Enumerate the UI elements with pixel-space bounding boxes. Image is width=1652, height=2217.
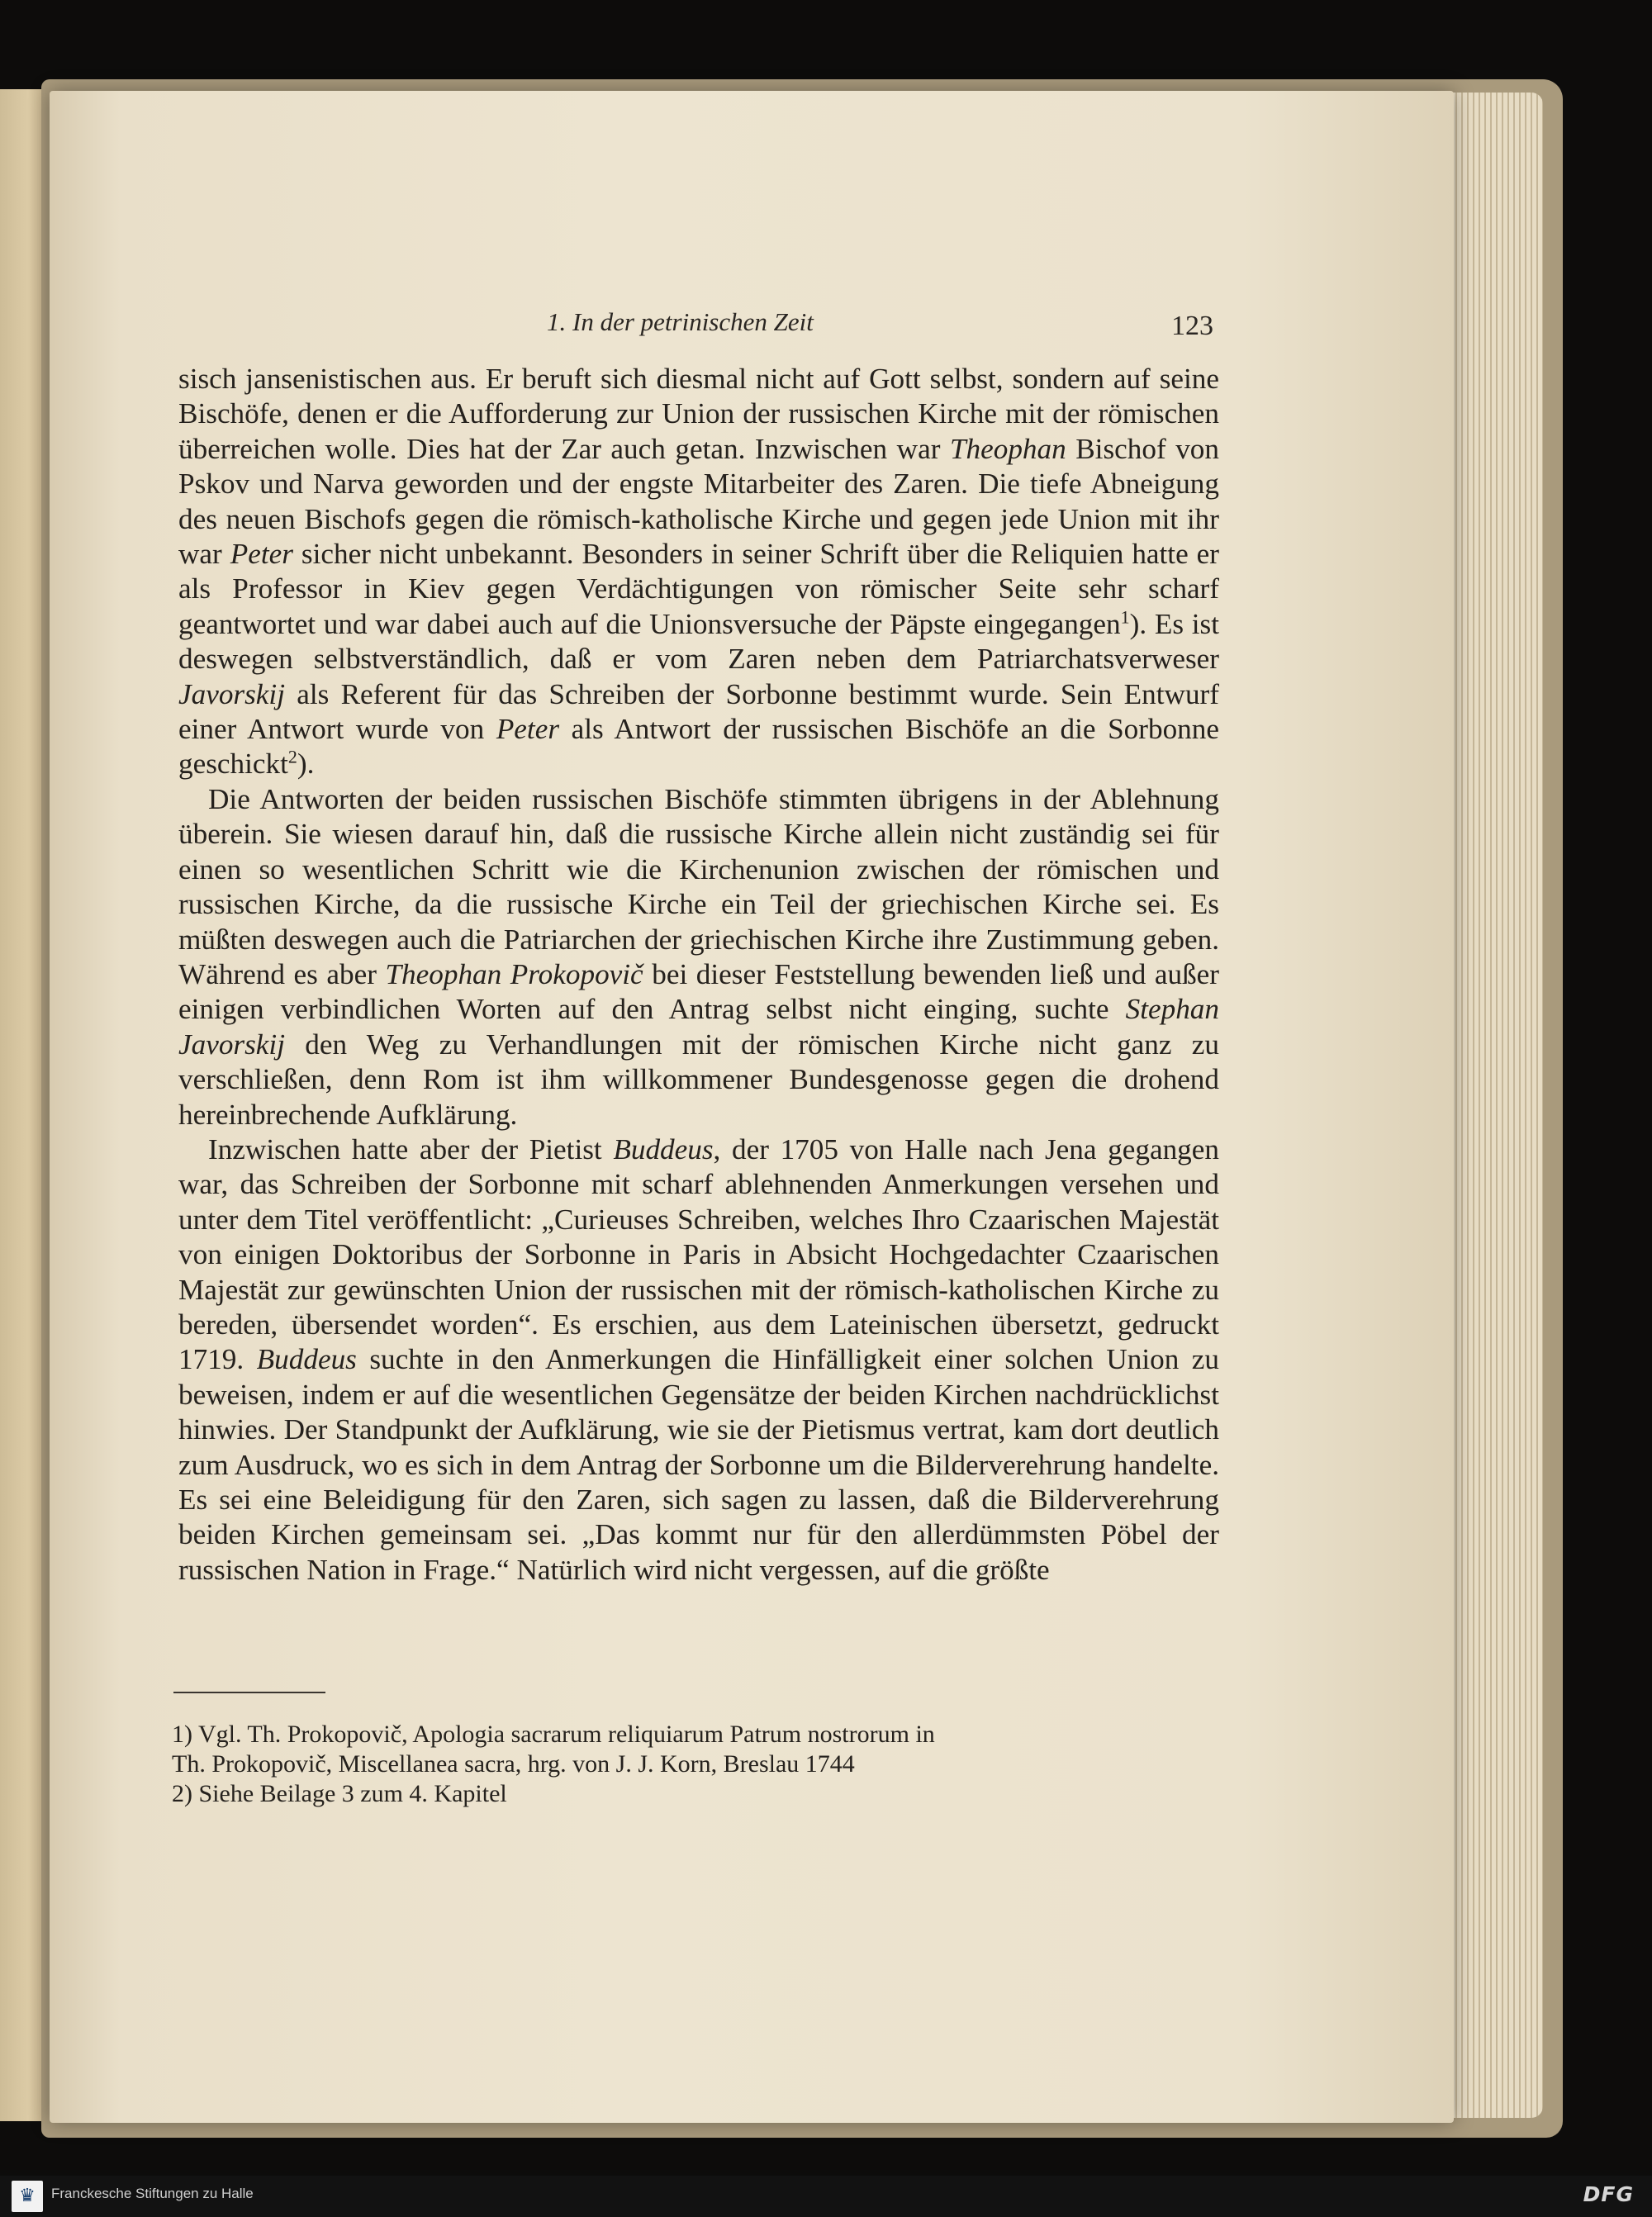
text-run: als Referent für das Schreiben der Sorbonne bestimmt wurde. Sein Entwurf einer Antwort wurde von (178, 677, 1219, 746)
footnote-2 (172, 1779, 1216, 1809)
institution-label[interactable]: Franckesche Stiftungen zu Halle (51, 2186, 254, 2201)
person-name: Javorskij (178, 677, 285, 710)
page-number: 123 (1171, 311, 1213, 341)
footnote-ref-2[interactable]: 2 (287, 746, 297, 767)
paragraph-1 (178, 362, 1219, 782)
footnote-ref-1[interactable]: 1 (1120, 606, 1130, 628)
body-text (178, 362, 1219, 1588)
text-run: Die Antworten der beiden russischen Bischöfe stimmten übrigens in der Ablehnung überein. Sie wiesen darauf hin, daß die russische Kirche allein nicht zuständig sei für einen so wesentlichen Schritt wie die Kirchenunion zwischen der römischen und russischen Kirche, da die russische Kirche ein Teil der griechischen Kirche sei. Es müßten deswegen auch die Patriarchen der griechischen Kirche ihre Zustimmung geben. Während es aber (178, 782, 1219, 990)
text-run: Inzwischen hatte aber der Pietist (208, 1132, 614, 1165)
institution-logo-icon[interactable]: ♛ (12, 2181, 43, 2212)
text-run: , der 1705 von Halle nach Jena gegangen war, das Schreiben der Sorbonne mit scharf ablehnenden Anmerkungen versehen und unter dem Titel veröffentlicht: „Curieuses Schreiben, welches Ihro Czaarischen Majestät von einigen Doktoribus der Sorbonne in Paris in Absicht Hochgedachter Czaarischen Majestät zur gewünschten Union der russischen mit der römisch-katholischen Kirche zu bereden, übersendet worden“. Es erschien, aus dem Lateinischen übersetzt, gedruckt 1719. (178, 1132, 1219, 1376)
running-head: 1. In der petrinischen Zeit (547, 307, 814, 336)
footnote-text: Siehe Beilage 3 zum 4. Kapitel (198, 1780, 507, 1807)
paragraph-2 (178, 782, 1219, 1132)
page-edges (1446, 93, 1543, 2118)
footnote-divider (173, 1692, 325, 1693)
dfg-logo: DFG (1583, 2182, 1634, 2206)
footnote-1 (172, 1720, 1216, 1749)
paragraph-3 (178, 1132, 1219, 1588)
text-run: Bischof von Pskov und Narva geworden und der engste Mitarbeiter des Zaren. Die tiefe Abneigung des neuen Bischofs gegen die römisch-katholische Kirche und gegen jede Union mit ihr war (178, 432, 1219, 571)
footnote-text: Vgl. Th. Prokopovič, Apologia sacrarum reliquiarum Patrum nostrorum in (197, 1721, 935, 1748)
text-run: den Weg zu Verhandlungen mit der römischen Kirche nicht ganz zu verschließen, denn Rom ist ihm willkommener Bundesgenosse gegen die drohend hereinbrechende Aufklärung. (178, 1028, 1219, 1131)
footnote-text: Th. Prokopovič, Miscellanea sacra, hrg. von J. J. Korn, Breslau 1744 (172, 1750, 855, 1778)
footnote-mark: 1) (172, 1721, 192, 1748)
person-name: Stephan Javorskij (178, 993, 1219, 1061)
footnote-mark: 2) (172, 1780, 192, 1807)
person-name: Buddeus (613, 1132, 714, 1165)
text-run: ). Es ist deswegen selbstverständlich, daß er vom Zaren neben dem Patriarchatsverweser (178, 607, 1220, 676)
person-name: Theophan (949, 432, 1066, 465)
text-run: sisch jansenistischen aus. Er beruft sich diesmal nicht auf Gott selbst, sondern auf seine Bischöfe, denen er die Aufforderung zur Union der russischen Kirche mit der römischen überreichen wolle. Dies hat der Zar auch getan. Inzwischen war (178, 363, 1219, 465)
text-run: suchte in den Anmerkungen die Hinfälligkeit einer solchen Union zu beweisen, indem er auf die wesentlichen Gegensätze der beiden Kirchen nachdrücklichst hinwies. Der Standpunkt der Aufklärung, wie sie der Pietismus vertrat, kam dort deutlich zum Ausdruck, wo es sich in dem Antrag der Sorbonne um die Bilderverehrung handelte. Es sei eine Beleidigung für den Zaren, sich sagen zu lassen, daß die Bilderverehrung beiden Kirchen gemeinsam sei. „Das kommt nur für den allerdümmsten Pöbel der russischen Nation in Frage.“ Natürlich wird nicht vergessen, auf die größte (178, 1343, 1219, 1586)
text-run: sicher nicht unbekannt. Besonders in seiner Schrift über die Reliquien hatte er als Professor in Kiev gegen Verdächtigungen von römischer Seite sehr scharf geantwortet und war dabei auch auf die Unionsversuche der Päpste eingegangen (178, 538, 1219, 640)
person-name: Peter (496, 713, 560, 746)
footnotes (172, 1720, 1216, 1809)
text-run: als Antwort der russischen Bischöfe an die Sorbonne geschickt (178, 713, 1219, 781)
footnote-1-continued (172, 1749, 1216, 1779)
viewer-footer-bar (0, 2176, 1652, 2217)
text-run: ). (297, 748, 315, 781)
text-run: bei dieser Feststellung bewenden ließ und außer einigen verbindlichen Worten auf den Antrag selbst nicht einging, suchte (178, 957, 1219, 1026)
person-name: Theophan Prokopovič (385, 957, 643, 990)
person-name: Buddeus (256, 1343, 357, 1376)
person-name: Peter (230, 538, 293, 571)
